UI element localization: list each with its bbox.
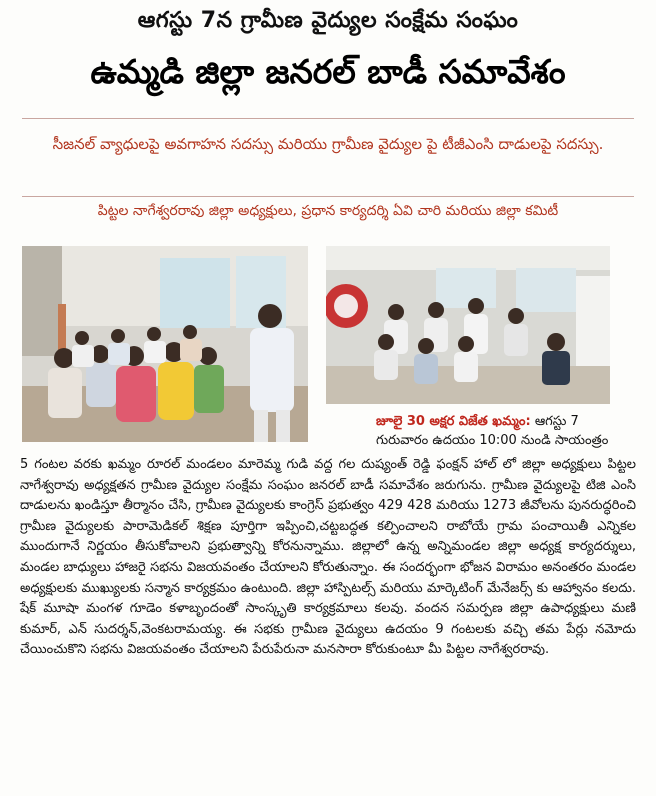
main-headline: ఉమ్మడి జిల్లా జనరల్ బాడీ సమావేశం [90, 52, 566, 91]
names-line: పిట్టల నాగేశ్వరరావు జిల్లా అధ్యక్షులు, ప్రధాన కార్యదర్శి ఏవి చారి మరియు జిల్లా కమిటీ [97, 203, 559, 219]
divider [22, 196, 634, 197]
subheadline: సీజనల్ వ్యాధులపై అవగాహన సదస్సు మరియు గ్రామీణ వైద్యుల పై టీజీఎంసి దాడులపై సదస్సు. [52, 135, 604, 153]
article-body [20, 430, 636, 661]
meeting-photo-left [22, 246, 308, 442]
divider [22, 118, 634, 119]
body-paragraph: 5 గంటల వరకు ఖమ్మం రూరల్ మండలం మారెమ్మ గుడి వద్ద గల దుష్యంత్ రెడ్డి ఫంక్షన్ హాల్ లో జిల్లా అధ్యక్షులు పిట్టల నాగేశ్వరావు అధ్యక్షతన గ్రామీణ వైద్యుల సంక్షేమ సంఘం జనరల్ బాడీ సమావేశం జరుగును. గ్రామీణ వైద్యులపై టిజి ఎంసి దాడులను ఖండిస్తూ తీర్మానం చేసి, గ్రామీణ వైద్యులకు కాంగ్రెస్ ప్రభుత్వం 429 428 మరియు 1273 జీవోలను పునరుద్ధరించి గ్రామీణ వైద్యులకు పారామెడికల్ శిక్షణ పూర్తిగా ఇప్పించి,చట్టబద్ధత కల్పించాలని రాబోయే గ్రామ పంచాయితీ ఎన్నికల ముందుగానే నిర్ణయం తీసుకోవాలని ప్రభుత్వాన్ని కోరనున్నాము. జిల్లాలో ఉన్న అన్నిమండల జిల్లా అధ్యక్ష కార్యదర్శులు, మండల బాధ్యులు హాజరై సభను విజయవంతం చేయాలని కోరుతున్నాం. ఈ సందర్భంగా భోజన విరామం అనంతరం మండల అధ్యక్షులకు ముఖ్యులకు సన్మాన కార్యక్రమం ఉంటుంది. జిల్లా హాస్పిటల్స్ మరియు మార్కెటింగ్ మేనేజర్స్ కు ఆహ్వానం కలదు. షేక్ మూషా మంగళ గూడెం కళాబృందంతో సాంస్కృతి కార్యక్రమాలు కలవు. వందన సమర్పణ జిల్లా ఉపాధ్యక్షులు మణి కుమార్, ఎన్ సుదర్శన్,వెంకటరామయ్య. ఈ సభకు గ్రామీణ వైద్యులు ఉదయం 9 గంటలకు వచ్చి తమ పేర్లు నమోదు చేయించుకొని సభను విజయవంతం చేయాలని పేరుపేరునా మనసారా కోరుకుంటూ మీ పిట్టల నాగేశ్వరరావు. [20, 457, 636, 658]
meeting-photo-right [326, 246, 610, 404]
lead-text: ఆగస్టు 7 గురువారం ఉదయం 10:00 నుండి సాయంత్రం [376, 414, 609, 448]
kicker-headline: ఆగస్టు 7న గ్రామీణ వైద్యుల సంక్షేమ సంఘం [137, 8, 519, 33]
dateline: జూలై 30 అక్షర విజేత ఖమ్మం: [376, 414, 531, 429]
